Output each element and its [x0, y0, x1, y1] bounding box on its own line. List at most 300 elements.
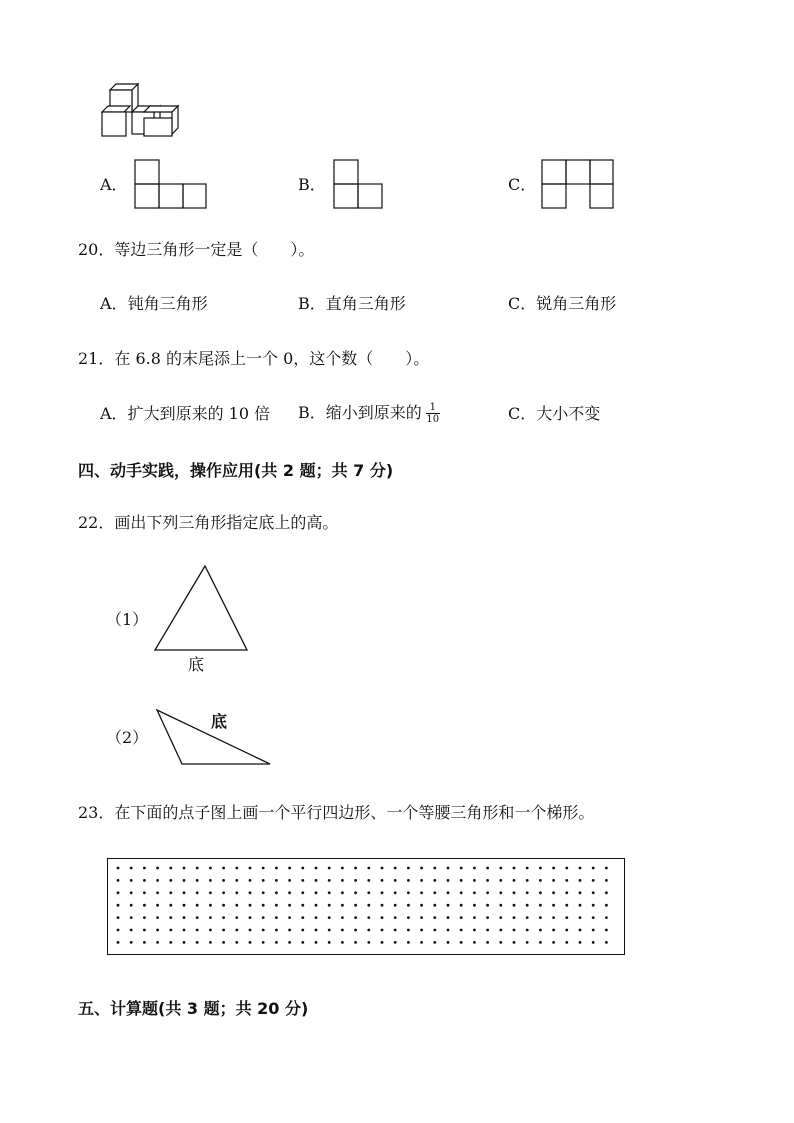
- grid-dot[interactable]: [565, 941, 568, 944]
- grid-dot[interactable]: [341, 929, 344, 932]
- grid-dot[interactable]: [209, 879, 212, 882]
- grid-dot[interactable]: [420, 891, 423, 894]
- grid-dot[interactable]: [130, 904, 133, 907]
- grid-dot[interactable]: [473, 916, 476, 919]
- grid-dot[interactable]: [381, 879, 384, 882]
- grid-dot[interactable]: [473, 891, 476, 894]
- grid-dot[interactable]: [183, 929, 186, 932]
- grid-dot[interactable]: [117, 916, 120, 919]
- grid-dot[interactable]: [605, 929, 608, 932]
- grid-dot[interactable]: [433, 941, 436, 944]
- grid-dot[interactable]: [301, 867, 304, 870]
- grid-dot[interactable]: [407, 929, 410, 932]
- option-text: 锐角三角形: [536, 294, 617, 313]
- grid-dot[interactable]: [526, 891, 529, 894]
- grid-dot[interactable]: [433, 916, 436, 919]
- grid-dot[interactable]: [209, 916, 212, 919]
- grid-dot[interactable]: [447, 916, 450, 919]
- grid-dot[interactable]: [565, 867, 568, 870]
- grid-dot[interactable]: [407, 879, 410, 882]
- grid-dot[interactable]: [579, 879, 582, 882]
- grid-dot[interactable]: [235, 879, 238, 882]
- grid-dot[interactable]: [235, 891, 238, 894]
- triangle-2-base-label: 底: [211, 712, 228, 731]
- grid-dot[interactable]: [579, 904, 582, 907]
- grid-dot[interactable]: [579, 941, 582, 944]
- grid-dot[interactable]: [499, 941, 502, 944]
- grid-dot[interactable]: [156, 867, 159, 870]
- grid-dot[interactable]: [130, 929, 133, 932]
- grid-dot[interactable]: [539, 867, 542, 870]
- grid-dot[interactable]: [117, 904, 120, 907]
- grid-dot[interactable]: [367, 879, 370, 882]
- q21-option-b[interactable]: [298, 400, 440, 426]
- grid-dot[interactable]: [249, 904, 252, 907]
- grid-dot[interactable]: [262, 916, 265, 919]
- grid-dot[interactable]: [513, 904, 516, 907]
- q20-option-c[interactable]: [508, 294, 616, 314]
- grid-dot[interactable]: [209, 929, 212, 932]
- grid-dot[interactable]: [222, 904, 225, 907]
- grid-dot[interactable]: [499, 916, 502, 919]
- grid-dot[interactable]: [513, 879, 516, 882]
- grid-dot[interactable]: [447, 867, 450, 870]
- grid-dot[interactable]: [143, 891, 146, 894]
- grid-dot[interactable]: [262, 904, 265, 907]
- grid-dot[interactable]: [381, 867, 384, 870]
- grid-dot[interactable]: [183, 879, 186, 882]
- grid-dot[interactable]: [354, 891, 357, 894]
- grid-dot[interactable]: [460, 916, 463, 919]
- grid-dot[interactable]: [288, 941, 291, 944]
- grid-dot[interactable]: [130, 867, 133, 870]
- grid-dot[interactable]: [526, 916, 529, 919]
- grid-dot[interactable]: [592, 867, 595, 870]
- q22-stem: [78, 513, 338, 533]
- grid-dot[interactable]: [539, 941, 542, 944]
- grid-dot[interactable]: [486, 904, 489, 907]
- grid-dot[interactable]: [222, 929, 225, 932]
- grid-dot[interactable]: [394, 904, 397, 907]
- grid-dot[interactable]: [249, 891, 252, 894]
- grid-dot[interactable]: [460, 879, 463, 882]
- grid-dot[interactable]: [262, 929, 265, 932]
- grid-dot[interactable]: [394, 891, 397, 894]
- grid-dot[interactable]: [275, 941, 278, 944]
- grid-dot[interactable]: [565, 904, 568, 907]
- grid-dot[interactable]: [394, 916, 397, 919]
- grid-dot[interactable]: [301, 916, 304, 919]
- grid-dot[interactable]: [420, 929, 423, 932]
- grid-dot[interactable]: [156, 891, 159, 894]
- grid-dot[interactable]: [288, 904, 291, 907]
- grid-dot[interactable]: [117, 867, 120, 870]
- option-letter: C．: [508, 294, 537, 313]
- grid-dot[interactable]: [328, 941, 331, 944]
- grid-dot[interactable]: [209, 941, 212, 944]
- grid-dot[interactable]: [605, 941, 608, 944]
- grid-dot[interactable]: [288, 879, 291, 882]
- q23-stem: [78, 803, 594, 823]
- grid-dot[interactable]: [592, 879, 595, 882]
- grid-dot[interactable]: [552, 904, 555, 907]
- grid-dot[interactable]: [196, 929, 199, 932]
- grid-dot[interactable]: [473, 879, 476, 882]
- grid-dot[interactable]: [486, 879, 489, 882]
- fraction-denominator: 10: [426, 414, 440, 425]
- grid-dot[interactable]: [539, 904, 542, 907]
- grid-dot[interactable]: [235, 867, 238, 870]
- grid-dot[interactable]: [315, 891, 318, 894]
- grid-dot[interactable]: [420, 941, 423, 944]
- grid-dot[interactable]: [315, 867, 318, 870]
- grid-dot[interactable]: [513, 916, 516, 919]
- grid-dot[interactable]: [117, 929, 120, 932]
- grid-dot[interactable]: [486, 941, 489, 944]
- grid-dot[interactable]: [143, 941, 146, 944]
- grid-dot[interactable]: [196, 904, 199, 907]
- grid-dot[interactable]: [235, 929, 238, 932]
- grid-dot[interactable]: [499, 891, 502, 894]
- grid-dot[interactable]: [315, 904, 318, 907]
- grid-dot[interactable]: [301, 904, 304, 907]
- grid-dot[interactable]: [196, 941, 199, 944]
- grid-dot[interactable]: [565, 929, 568, 932]
- grid-dot[interactable]: [552, 941, 555, 944]
- grid-dot[interactable]: [381, 891, 384, 894]
- grid-dot[interactable]: [420, 867, 423, 870]
- grid-dot[interactable]: [222, 879, 225, 882]
- grid-dot[interactable]: [592, 941, 595, 944]
- grid-dot[interactable]: [394, 941, 397, 944]
- grid-dot[interactable]: [552, 879, 555, 882]
- grid-dot[interactable]: [526, 941, 529, 944]
- grid-dot[interactable]: [156, 941, 159, 944]
- option-letter: C．: [508, 404, 537, 423]
- grid-dot[interactable]: [367, 867, 370, 870]
- q20-option-a[interactable]: [100, 294, 208, 314]
- q20-number: 20．: [78, 240, 115, 259]
- grid-dot[interactable]: [354, 941, 357, 944]
- grid-dot[interactable]: [130, 879, 133, 882]
- grid-dot[interactable]: [433, 891, 436, 894]
- grid-dot[interactable]: [249, 941, 252, 944]
- grid-dot[interactable]: [262, 941, 265, 944]
- grid-dot[interactable]: [513, 891, 516, 894]
- grid-dot[interactable]: [354, 879, 357, 882]
- grid-dot[interactable]: [169, 891, 172, 894]
- grid-dot[interactable]: [433, 904, 436, 907]
- grid-dot[interactable]: [486, 916, 489, 919]
- grid-dot[interactable]: [381, 904, 384, 907]
- grid-dot[interactable]: [394, 867, 397, 870]
- grid-dot[interactable]: [579, 891, 582, 894]
- grid-dot[interactable]: [486, 867, 489, 870]
- q19-option-b-view[interactable]: [334, 160, 383, 209]
- grid-dot[interactable]: [407, 867, 410, 870]
- grid-dot[interactable]: [341, 941, 344, 944]
- grid-dot[interactable]: [117, 941, 120, 944]
- q21-text: 在 6.8 的末尾添上一个 0，这个数（ ）。: [114, 349, 430, 368]
- grid-dot[interactable]: [592, 916, 595, 919]
- grid-dot[interactable]: [473, 941, 476, 944]
- grid-dot[interactable]: [407, 891, 410, 894]
- grid-dot[interactable]: [381, 941, 384, 944]
- grid-dot[interactable]: [222, 916, 225, 919]
- grid-dot[interactable]: [447, 904, 450, 907]
- grid-dot[interactable]: [196, 867, 199, 870]
- grid-dot[interactable]: [354, 929, 357, 932]
- grid-dot[interactable]: [328, 891, 331, 894]
- grid-dot[interactable]: [394, 929, 397, 932]
- grid-dot[interactable]: [460, 929, 463, 932]
- grid-dot[interactable]: [262, 891, 265, 894]
- q22-number: 22．: [78, 513, 115, 532]
- grid-dot[interactable]: [169, 941, 172, 944]
- grid-dot[interactable]: [526, 904, 529, 907]
- grid-dot[interactable]: [143, 916, 146, 919]
- grid-dot[interactable]: [143, 904, 146, 907]
- grid-dot[interactable]: [183, 904, 186, 907]
- grid-dot[interactable]: [156, 904, 159, 907]
- grid-dot[interactable]: [328, 916, 331, 919]
- grid-dot[interactable]: [605, 904, 608, 907]
- grid-dot[interactable]: [275, 929, 278, 932]
- grid-dot[interactable]: [420, 916, 423, 919]
- grid-dot[interactable]: [275, 916, 278, 919]
- grid-dot[interactable]: [354, 904, 357, 907]
- grid-dot[interactable]: [315, 879, 318, 882]
- grid-dot[interactable]: [367, 929, 370, 932]
- grid-dot[interactable]: [288, 867, 291, 870]
- grid-dot[interactable]: [209, 867, 212, 870]
- grid-dot[interactable]: [486, 929, 489, 932]
- grid-dot[interactable]: [447, 941, 450, 944]
- grid-dot[interactable]: [367, 891, 370, 894]
- grid-dot[interactable]: [367, 916, 370, 919]
- grid-dot[interactable]: [367, 941, 370, 944]
- grid-dot[interactable]: [433, 867, 436, 870]
- grid-dot[interactable]: [460, 891, 463, 894]
- grid-dot[interactable]: [539, 929, 542, 932]
- q22-figure-2-label: （2）: [106, 728, 149, 747]
- grid-dot[interactable]: [486, 891, 489, 894]
- grid-dot[interactable]: [315, 929, 318, 932]
- grid-dot[interactable]: [420, 904, 423, 907]
- grid-dot[interactable]: [381, 929, 384, 932]
- option-text: 直角三角形: [325, 294, 406, 313]
- grid-dot[interactable]: [222, 941, 225, 944]
- option-letter: B．: [298, 403, 326, 422]
- fraction-numerator: 1: [429, 402, 436, 413]
- grid-dot[interactable]: [262, 879, 265, 882]
- grid-dot[interactable]: [526, 867, 529, 870]
- q19-option-c-view[interactable]: [542, 160, 614, 209]
- grid-dot[interactable]: [196, 891, 199, 894]
- section-four-heading: 四、动手实践，操作应用(共 2 题；共 7 分): [78, 461, 394, 480]
- grid-dot[interactable]: [222, 867, 225, 870]
- grid-dot[interactable]: [341, 904, 344, 907]
- grid-dot[interactable]: [209, 891, 212, 894]
- grid-dot[interactable]: [196, 916, 199, 919]
- grid-dot[interactable]: [235, 941, 238, 944]
- grid-dot[interactable]: [407, 916, 410, 919]
- grid-dot[interactable]: [592, 929, 595, 932]
- grid-dot[interactable]: [354, 867, 357, 870]
- grid-dot[interactable]: [565, 916, 568, 919]
- grid-dot[interactable]: [552, 916, 555, 919]
- grid-dot[interactable]: [565, 891, 568, 894]
- grid-dot[interactable]: [552, 891, 555, 894]
- grid-dot[interactable]: [460, 867, 463, 870]
- grid-dot[interactable]: [341, 867, 344, 870]
- q21-option-c[interactable]: [508, 404, 600, 424]
- grid-dot[interactable]: [130, 891, 133, 894]
- grid-dot[interactable]: [526, 929, 529, 932]
- grid-dot[interactable]: [513, 929, 516, 932]
- grid-dot[interactable]: [275, 904, 278, 907]
- grid-dot[interactable]: [196, 879, 199, 882]
- grid-dot[interactable]: [592, 904, 595, 907]
- grid-dot[interactable]: [579, 867, 582, 870]
- grid-dot[interactable]: [328, 879, 331, 882]
- q19-option-b-letter: B．: [298, 175, 326, 194]
- grid-dot[interactable]: [341, 916, 344, 919]
- grid-dot[interactable]: [433, 879, 436, 882]
- grid-dot[interactable]: [288, 929, 291, 932]
- option-text: 缩小到原来的: [325, 403, 422, 422]
- grid-dot[interactable]: [235, 904, 238, 907]
- grid-dot[interactable]: [460, 941, 463, 944]
- grid-dot[interactable]: [249, 867, 252, 870]
- grid-dot[interactable]: [367, 904, 370, 907]
- dot-grid[interactable]: [108, 859, 624, 954]
- grid-dot[interactable]: [143, 879, 146, 882]
- grid-dot[interactable]: [328, 904, 331, 907]
- grid-dot[interactable]: [328, 929, 331, 932]
- grid-dot[interactable]: [169, 916, 172, 919]
- grid-dot[interactable]: [143, 867, 146, 870]
- q19-option-c-letter: C．: [508, 175, 537, 194]
- grid-dot[interactable]: [183, 867, 186, 870]
- grid-dot[interactable]: [433, 929, 436, 932]
- grid-dot[interactable]: [156, 916, 159, 919]
- grid-dot[interactable]: [539, 879, 542, 882]
- grid-dot[interactable]: [473, 929, 476, 932]
- grid-dot[interactable]: [117, 891, 120, 894]
- grid-dot[interactable]: [605, 867, 608, 870]
- grid-dot[interactable]: [341, 879, 344, 882]
- grid-dot[interactable]: [447, 929, 450, 932]
- grid-dot[interactable]: [209, 904, 212, 907]
- grid-dot[interactable]: [301, 891, 304, 894]
- grid-dot[interactable]: [222, 891, 225, 894]
- grid-dot[interactable]: [156, 929, 159, 932]
- grid-dot[interactable]: [407, 904, 410, 907]
- grid-dot[interactable]: [565, 879, 568, 882]
- grid-dot[interactable]: [539, 916, 542, 919]
- grid-dot[interactable]: [447, 879, 450, 882]
- grid-dot[interactable]: [539, 891, 542, 894]
- grid-dot[interactable]: [473, 867, 476, 870]
- grid-dot[interactable]: [301, 929, 304, 932]
- grid-dot[interactable]: [169, 879, 172, 882]
- grid-dot[interactable]: [579, 929, 582, 932]
- grid-dot[interactable]: [183, 891, 186, 894]
- grid-dot[interactable]: [605, 891, 608, 894]
- grid-dot[interactable]: [249, 916, 252, 919]
- grid-dot[interactable]: [169, 929, 172, 932]
- grid-dot[interactable]: [169, 867, 172, 870]
- grid-dot[interactable]: [130, 941, 133, 944]
- grid-dot[interactable]: [526, 879, 529, 882]
- grid-dot[interactable]: [447, 891, 450, 894]
- q20-option-b[interactable]: [298, 294, 406, 314]
- grid-dot[interactable]: [301, 941, 304, 944]
- grid-dot[interactable]: [605, 916, 608, 919]
- grid-dot[interactable]: [499, 929, 502, 932]
- q21-option-a[interactable]: [100, 404, 270, 424]
- grid-dot[interactable]: [183, 941, 186, 944]
- grid-dot[interactable]: [275, 891, 278, 894]
- grid-dot[interactable]: [552, 929, 555, 932]
- grid-dot[interactable]: [592, 891, 595, 894]
- grid-dot[interactable]: [499, 879, 502, 882]
- grid-dot[interactable]: [156, 879, 159, 882]
- section-five-heading: 五、计算题(共 3 题；共 20 分): [78, 999, 309, 1018]
- grid-dot[interactable]: [579, 916, 582, 919]
- grid-dot[interactable]: [235, 916, 238, 919]
- grid-dot[interactable]: [460, 904, 463, 907]
- grid-dot[interactable]: [169, 904, 172, 907]
- grid-dot[interactable]: [420, 879, 423, 882]
- grid-dot[interactable]: [117, 879, 120, 882]
- grid-dot[interactable]: [513, 941, 516, 944]
- grid-dot[interactable]: [301, 879, 304, 882]
- grid-dot[interactable]: [381, 916, 384, 919]
- grid-dot[interactable]: [407, 941, 410, 944]
- grid-dot[interactable]: [262, 867, 265, 870]
- grid-dot[interactable]: [288, 916, 291, 919]
- grid-dot[interactable]: [394, 879, 397, 882]
- q19-option-a-view[interactable]: [135, 160, 207, 209]
- q23-text: 在下面的点子图上画一个平行四边形、一个等腰三角形和一个梯形。: [114, 803, 595, 822]
- grid-dot[interactable]: [473, 904, 476, 907]
- grid-dot[interactable]: [249, 879, 252, 882]
- grid-dot[interactable]: [499, 904, 502, 907]
- q22-text: 画出下列三角形指定底上的高。: [114, 513, 339, 532]
- grid-dot[interactable]: [143, 929, 146, 932]
- grid-dot[interactable]: [130, 916, 133, 919]
- grid-dot[interactable]: [328, 867, 331, 870]
- grid-dot[interactable]: [513, 867, 516, 870]
- dot-grid-paper[interactable]: [107, 858, 625, 955]
- grid-dot[interactable]: [552, 867, 555, 870]
- grid-dot[interactable]: [341, 891, 344, 894]
- q23-number: 23．: [78, 803, 115, 822]
- grid-dot[interactable]: [499, 867, 502, 870]
- grid-dot[interactable]: [315, 916, 318, 919]
- grid-dot[interactable]: [288, 891, 291, 894]
- grid-dot[interactable]: [354, 916, 357, 919]
- grid-dot[interactable]: [605, 879, 608, 882]
- grid-dot[interactable]: [275, 879, 278, 882]
- grid-dot[interactable]: [275, 867, 278, 870]
- grid-dot[interactable]: [315, 941, 318, 944]
- grid-dot[interactable]: [249, 929, 252, 932]
- grid-dot[interactable]: [183, 916, 186, 919]
- triangle-figure-1[interactable]: [150, 562, 254, 656]
